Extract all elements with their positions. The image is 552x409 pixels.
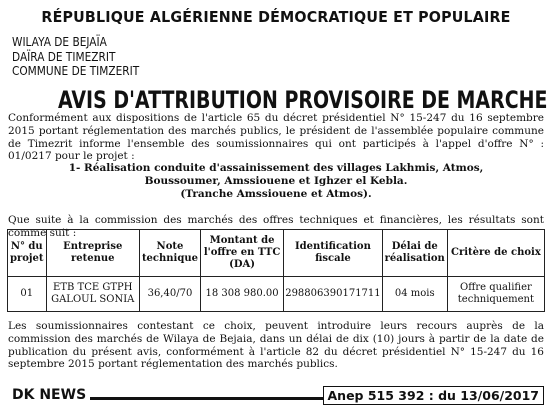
footer xyxy=(0,386,552,409)
closing-paragraph: Les soumissionnaires contestant ce choix, peuvent introduire leurs recours auprès de la commission des marchés de Wilaya de Bejaia, dans un délai de dix (10) jours à partir de la date de publication du présent avis, conformément à l'article 82 du décret présidentiel N° 15-247 du 16 septembre 2015 portant réglementation des marchés publics. xyxy=(8,320,544,371)
notice-title: AVIS D'ATTRIBUTION PROVISOIRE DE MARCHE xyxy=(57,86,548,114)
source-label: DK NEWS xyxy=(8,387,90,403)
header-cell: Délai de réalisation xyxy=(382,230,447,277)
table-cell: 298806390171711 xyxy=(284,277,382,312)
header-cell: Note technique xyxy=(139,230,200,277)
table-cell: 04 mois xyxy=(382,277,447,312)
header-cell: N° du projet xyxy=(8,230,47,277)
project-line-1: 1- Réalisation conduite d'assainissement des villages Lakhmis, Atmos, xyxy=(68,162,484,174)
results-intro: Que suite à la commission des marchés des offres techniques et financières, les résultats sont comme suit : xyxy=(8,214,544,239)
project-line-3: (Tranche Amssiouene et Atmos). xyxy=(180,187,372,200)
results-table xyxy=(7,229,545,312)
table-cell: 36,40/70 xyxy=(139,277,200,312)
project-line-2: Boussoumer, Amssiouene et Ighzer el Kebla. xyxy=(144,174,408,187)
anep-reference: Anep 515 392 : du 13/06/2017 xyxy=(323,386,545,405)
administration-block xyxy=(12,35,139,79)
header-cell: Montant de l'offre en TTC (DA) xyxy=(200,230,283,277)
table-cell: 18 308 980.00 xyxy=(200,277,283,312)
header-cell: Critère de choix xyxy=(447,230,544,277)
wilaya-line: WILAYA DE BEJAÏA xyxy=(12,35,107,49)
header-cell: Identification fiscale xyxy=(284,230,382,277)
table-header-row xyxy=(8,230,545,277)
republic-heading: RÉPUBLIQUE ALGÉRIENNE DÉMOCRATIQUE ET POPULAIRE xyxy=(41,8,511,26)
daira-line: DAÏRA DE TIMEZRIT xyxy=(12,49,116,64)
table-cell: ETB TCE GTPH GALOUL SONIA xyxy=(46,277,139,312)
header-cell: Entreprise retenue xyxy=(46,230,139,277)
table-row xyxy=(8,277,545,312)
commune-line: COMMUNE DE TIMZERIT xyxy=(12,64,140,78)
table-cell: 01 xyxy=(8,277,47,312)
table-cell: Offre qualifier techniquement xyxy=(447,277,544,312)
project-description xyxy=(0,162,552,200)
intro-paragraph: Conformément aux dispositions de l'article 65 du décret présidentiel N° 15-247 du 16 septembre 2015 portant réglementation des marchés publics, le président de l'assemblée populaire commune de Timezrit informe l'ensemble des soumissionnaires qui ont participés à l'appel d'offre N° : 01/0217 pour le projet : xyxy=(8,112,544,163)
